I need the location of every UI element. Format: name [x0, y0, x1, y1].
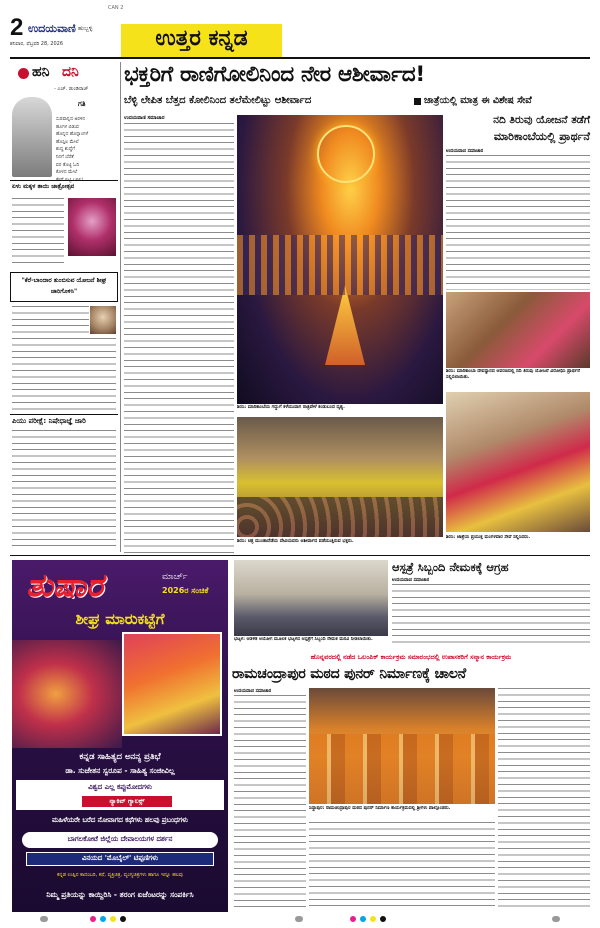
registration-dot-icon — [100, 916, 106, 922]
lead-lower-photo — [237, 417, 443, 537]
registration-dot-icon — [552, 916, 560, 922]
tushara-ad — [12, 560, 228, 912]
logo-circle-icon — [18, 68, 29, 79]
subhead-square-icon — [414, 98, 421, 105]
ad-cover-photo — [122, 632, 222, 736]
poem-line: ವರ ತೊಟ್ಟಿ ಓದಿ — [56, 162, 80, 168]
sidebar-divider — [10, 414, 118, 415]
right-byline: ಉದಯವಾಣಿ ಸಮಾಚಾರ — [446, 149, 484, 154]
math-body-col3 — [498, 688, 590, 911]
goddess-photo — [68, 198, 116, 256]
column-rule — [120, 62, 121, 552]
right-photo-2 — [446, 392, 590, 532]
ad-tagline: ಶೀಘ್ರ ಮಾರುಕಟ್ಟೆಗೆ — [75, 610, 165, 628]
hospital-body — [392, 584, 590, 646]
registration-dot-icon — [360, 916, 366, 922]
logo-title-a: ಹನಿ — [32, 64, 50, 80]
ad-line7: ಕನ್ನಡ ಉಪ್ಪಿನ ಕಾದಂಬರಿ, ಕಥೆ, ವ್ಯಕ್ತಿಚಿತ್ರ, ವ್ಯಂಗ್ಯಚಿತ್ರಗಳು ಹಾಗೂ ಇನ್ನೂ ಹಲವು — [57, 872, 183, 878]
page-number: 2 — [10, 14, 24, 41]
mla-portrait — [90, 306, 116, 334]
crowd-shape — [237, 497, 443, 537]
math-byline: ಉದಯವಾಣಿ ಸಮಾಚಾರ — [234, 689, 272, 694]
right-body — [446, 155, 590, 290]
ad-line2: ಡಾ. ಸುಜೇತನ ಸ್ವರೂಪ - ಸಾಹಿತ್ಯ ಸಂಜೀವಿಲ್ಲ — [65, 766, 175, 775]
temple-tower — [325, 285, 365, 365]
date-line: ಶನಿವಾರ, ಫೆಬ್ರವರಿ 28, 2026 — [10, 41, 64, 47]
hospital-caption: ಭಟ್ಕಳ: ಆಡಳಿತ ಆಯೋಗ ಮೂಲಕ ಭಟ್ಕಳದ ಆಸ್ಪತ್ರೆಗೆ ಸಿಬ್ಬಂದಿ ನೇಮಕ ಮನವಿ ನೀಡಲಾಯಿತು. — [234, 637, 373, 642]
hospital-headline: ಆಸ್ಪತ್ರೆ ಸಿಬ್ಬಂದಿ ನೇಮಕಕ್ಕೆ ಆಗ್ರಹ — [392, 560, 509, 574]
ad-line6: ವಿನಯದ 'ಮೊಬೈಲ್' ಟಿಪ್ಪಣಿಗಳು — [81, 854, 159, 862]
ad-line3: ವಿಶ್ವದ ಎಲ್ಲ ಕಪ್ಪುಮೋದಗಳು — [88, 783, 152, 791]
ferris-wheel — [317, 125, 375, 183]
swamiji-figures — [309, 734, 495, 804]
corner-code: CAN 2 — [108, 5, 124, 11]
right-caption-1: ಶಿರಸಿ: ಮಾರಿಕಾಂಬಾ ದೇವಸ್ಥಾನದ ಆವರಣದಲ್ಲಿ ನದಿ ತಿರುವು ಯೋಜನೆ ವಿರೋಧಿಸಿ ಪ್ರಾರ್ಥನೆ ಸಲ್ಲಿಸಲಾಯಿತು. — [446, 369, 580, 380]
stalls-lights — [237, 235, 443, 295]
lead-main-caption: ಶಿರಸಿ: ಮಾರಿಕಾಂಬೆಯ ಗದ್ದುಗೆ ಕಳೆಯುವಾಗ ರಾತ್ರಿವೇಳೆ ಕಂಡುಬಂದ ದೃಶ್ಯ. — [237, 405, 345, 410]
math-caption: ಸಿದ್ದಾಪುರ: ರಾಮಚಂದ್ರಾಪುರ ಮಠದ ಪುನರ್ ನಿರ್ಮಾಣ ಕಾರ್ಯಕ್ರಮದಲ್ಲಿ ಶ್ರೀಗಳು ಪಾಲ್ಗೊಂಡರು. — [309, 806, 451, 811]
registration-dot-icon — [295, 916, 303, 922]
poem-title: ಗತಿ — [78, 100, 86, 108]
poem-line: ಹೊನ್ನದ ಹೊನ್ನಾಂಗಳೆ — [56, 132, 89, 138]
right-headline-1: ನದಿ ತಿರುವು ಯೋಜನೆ ತಡೆಗೆ — [493, 114, 590, 126]
lead-subhead-left: ಬೆಳ್ಳಿ ಲೇಪಿತ ಬೆತ್ತದ ಕೋಲಿನಿಂದ ತಲೆಮೇಲಿಟ್ಟು ಆಶೀರ್ವಾದ — [124, 95, 312, 106]
section-rule — [10, 555, 590, 556]
story1-body — [12, 198, 64, 268]
poem-line: ಸುರಪಾನ್ನದ ಅರಳಿನ — [56, 117, 86, 122]
right-caption-2: ಶಿರಸಿ: ಜಾತ್ರೆಯ ಪ್ರಯುಕ್ತ ಮಂಗಳವಾರ ಸೇವೆ ಸಲ್ಲಿಸಿದರು. — [446, 535, 531, 540]
registration-marks — [0, 913, 600, 925]
sidebar-author: - ಎಚ್. ಡುಂಡಿರಾಜ್ — [54, 86, 89, 92]
ad-line1: ಕನ್ನಡ ಸಾಹಿತ್ಯದ ಅನನ್ಯ ಪ್ರತಿಭೆ — [79, 752, 161, 762]
poem-line: ಹೊಸ್ತಿಲ ಮೇಲೆ — [56, 139, 79, 145]
section-title: ಉತ್ತರ ಕನ್ನಡ — [155, 26, 248, 51]
math-body-col2 — [309, 822, 495, 911]
story3-body — [12, 430, 116, 548]
registration-dot-icon — [110, 916, 116, 922]
ad-dancers-photo — [12, 640, 122, 748]
logo-title-b: ದನಿ — [62, 64, 79, 80]
hospital-photo — [234, 560, 388, 636]
paper-name: ಉದಯವಾಣಿ — [28, 22, 76, 35]
right-photo-1 — [446, 292, 590, 368]
poem-line: ನಿನಗೆ ಬೆರೆತೆ — [56, 154, 74, 160]
ad-badge: ನ್ಯಾಕಿವ್ ಗ್ಯಾಲಕ್ಸ್ — [82, 796, 172, 807]
ad-month: ಮಾರ್ಚ್ — [162, 572, 188, 582]
story2-title: "ಕೆರೆ-ಬಾಂದಾರ ತುಂಬಿಸುವ ಯೋಜನೆ ಶೀಘ್ರ ಜಾರಿಗೊಳಿಸಿ" — [21, 277, 107, 295]
math-body-col1 — [234, 695, 306, 911]
header-rule — [10, 57, 590, 59]
registration-dot-icon — [350, 916, 356, 922]
lead-body-col1 — [124, 123, 234, 555]
lead-headline: ಭಕ್ತರಿಗೆ ರಾಣಿಗೋಲಿನಿಂದ ನೇರ ಆಶೀರ್ವಾದ! — [124, 62, 425, 87]
red-strip: ಹೊನ್ನವರದಲ್ಲಿ ನಡೆದ ಒಲಂಪಿಕ್ ಕಾರ್ಯಕ್ರಮ ಸಮಾರಂಭದಲ್ಲಿ ಉಪಾಸಕರಿಗೆ ಸನ್ಮಾನ ಕಾರ್ಯಕ್ರಮ — [310, 653, 512, 661]
lead-main-photo — [237, 115, 443, 404]
lead-subhead-right: ಜಾತ್ರೆಯಲ್ಲಿ ಮಾತ್ರ ಈ ವಿಶೇಷ ಸೇವೆ — [424, 95, 532, 106]
registration-dot-icon — [120, 916, 126, 922]
ad-footer: ನಿಮ್ಮ ಪ್ರತಿಯನ್ನು ಕಾಯ್ದಿರಿಸಿ - ತರಂಗ ಏಜೆಂಟರನ್ನು ಸಂಪರ್ಕಿಸಿ — [46, 890, 194, 899]
story1-title: ಏಳು ಮಕ್ಕಳ ತಾಯಿ ಜಾತ್ರೋತ್ಸವ — [12, 183, 75, 190]
sidebar-column — [10, 62, 118, 552]
registration-dot-icon — [370, 916, 376, 922]
registration-dot-icon — [40, 916, 48, 922]
hospital-byline: ಉದಯವಾಣಿ ಸಮಾಚಾರ — [392, 578, 430, 583]
story3-title: ಪಿಯು ಪರೀಕ್ಷೆ: ನಿಷೇಧಾಜ್ಞೆ ಜಾರಿ — [12, 417, 86, 425]
lead-byline: ಉದಯವಾಣಿ ಸಮಾಚಾರ — [124, 115, 165, 121]
paper-sub: ಹುಬ್ಬಳ್ಳಿ — [78, 25, 93, 32]
ad-line4: ಮಹಿಳೆಯರೇ ಬರೆದ ನೋವಾಗದ ಕಥೆಗಳು ಹಲವು ಪ್ರಬಂಧಗಳು — [52, 816, 188, 824]
poem-body — [56, 116, 116, 184]
ad-brand: ತುಷಾರ — [26, 566, 104, 604]
registration-dot-icon — [90, 916, 96, 922]
author-portrait — [12, 97, 52, 177]
lead-lower-caption: ಶಿರಸಿ: ಚಿತ್ರ ಮುಂತಾದೆಡೆಯ ದೇವಿಯವರು ಆಶೀರ್ವಾದ ಪಡೆಯುತ್ತಿರುವ ಭಕ್ತರು. — [237, 539, 354, 544]
poem-line: ಕೊಳದ ಮೇಲೆ — [56, 170, 78, 176]
poem-line: ಹೂಗಳ ಬಿಡುವ — [56, 124, 79, 130]
registration-dot-icon — [380, 916, 386, 922]
math-photo — [309, 688, 495, 804]
ad-issue: 2026ರ ಸಂಚಿಕೆ — [162, 586, 209, 595]
hani-dani-logo — [18, 64, 116, 84]
poem-line: ಶುದ್ಧ ಶುದ್ಧೆಗೆ — [56, 147, 75, 153]
math-headline: ರಾಮಚಂದ್ರಾಪುರ ಮಠದ ಪುನರ್ ನಿರ್ಮಾಣಕ್ಕೆ ಚಾಲನೆ — [232, 666, 466, 682]
right-headline-2: ಮಾರಿಕಾಂಬೆಯಲ್ಲಿ ಪ್ರಾರ್ಥನೆ — [493, 130, 590, 143]
sidebar-divider — [10, 180, 118, 181]
ad-line5: ಬಾಗಲಕೋಟೆ ಜಿಲ್ಲೆಯ ದೇವಾಲಯಗಳ ದರ್ಶನ — [67, 835, 173, 843]
